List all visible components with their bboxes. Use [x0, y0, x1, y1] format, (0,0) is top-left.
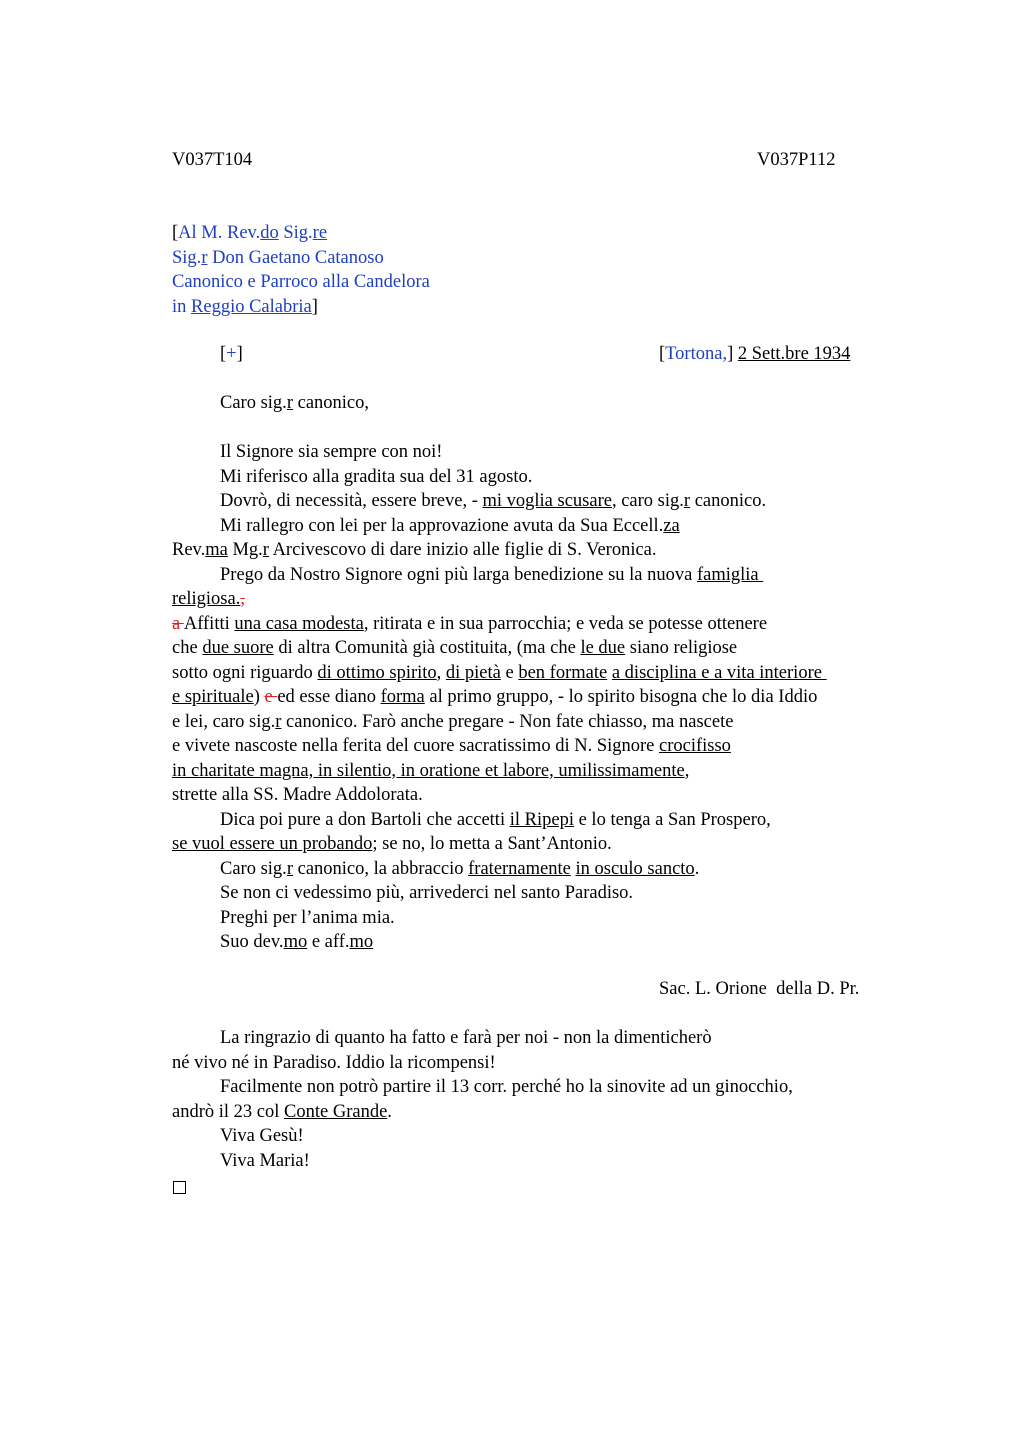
- bracket: ]: [311, 296, 318, 317]
- letter-date: 2 Sett.bre 1934: [737, 344, 851, 364]
- address-block: [172, 221, 430, 319]
- text-line: Viva Gesù!: [220, 1126, 304, 1146]
- bracket: [: [172, 223, 179, 243]
- text-line: La ringrazio di quanto ha fatto e farà per noi - non la dimenticherò: [220, 1028, 712, 1048]
- text-line: Mi rallegro con lei per la approvazione avuta da Sua Eccell.za: [220, 515, 680, 536]
- text-line: sotto ogni riguardo di ottimo spirito, di pietà e ben formate a disciplina e a vita interiore: [172, 662, 827, 683]
- address-title: Sig.: [278, 223, 313, 243]
- recipient-name: Don Gaetano Catanoso: [207, 247, 384, 268]
- text-line: Il Signore sia sempre con noi!: [220, 442, 443, 462]
- text-line: Viva Maria!: [220, 1150, 310, 1171]
- signature: Sac. L. Orione della D. Pr.: [659, 979, 860, 999]
- address-in: in: [172, 296, 192, 317]
- text-line: a Affitti una casa modesta, ritirata e in sua parrocchia; e veda se potesse ottenere: [172, 613, 768, 634]
- text-line: Se non ci vedessimo più, arrivederci nel santo Paradiso.: [220, 883, 634, 903]
- address-title: Al M. Rev.: [178, 223, 261, 243]
- doc-code-left: V037T104: [172, 150, 253, 170]
- recipient-role: Canonico e Parroco alla Candelora: [172, 272, 430, 292]
- text-line: e spirituale) e ed esse diano forma al primo gruppo, - lo spirito bisogna che lo dia Iddio: [172, 687, 818, 707]
- text-line: Prego da Nostro Signore ogni più larga benedizione su la nuova famiglia: [220, 564, 764, 585]
- text-line: Dovrò, di necessità, essere breve, - mi voglia scusare, caro sig.r canonico.: [220, 491, 767, 511]
- place: Tortona,: [665, 344, 728, 364]
- text-line: in charitate magna, in silentio, in oratione et labore, umilissimamente,: [172, 760, 690, 781]
- abbrev-sup: do: [260, 223, 279, 243]
- doc-code-right: V037P112: [757, 150, 836, 170]
- end-box-icon: [173, 1177, 186, 1202]
- address-title: Sig.: [172, 247, 202, 268]
- salutation: Caro sig.r canonico,: [220, 393, 370, 413]
- deleted-text: ,: [240, 589, 245, 609]
- text-line: Facilmente non potrò partire il 13 corr. perché ho la sinovite ad un ginocchio,: [220, 1077, 793, 1097]
- text-line: e lei, caro sig.r canonico. Farò anche pregare - Non fate chiasso, ma nascete: [172, 711, 734, 732]
- text-line: andrò il 23 col Conte Grande.: [172, 1101, 392, 1122]
- text-line: Preghi per l’anima mia.: [220, 907, 395, 928]
- deleted-text: a: [172, 613, 184, 634]
- abbrev-sup: re: [312, 223, 328, 243]
- text-line: religiosa.,: [172, 589, 245, 609]
- deleted-text: e: [264, 687, 278, 707]
- text-line: Dica poi pure a don Bartoli che accetti il Ripepi e lo tenga a San Prospero,: [220, 809, 771, 830]
- abbrev-sup: r: [201, 247, 208, 268]
- text-line: strette alla SS. Madre Addolorata.: [172, 785, 423, 805]
- text-line: Rev.ma Mg.r Arcivescovo di dare inizio alle figlie di S. Veronica.: [172, 540, 657, 560]
- place-date: [Tortona,] 2 Sett.bre 1934: [659, 344, 851, 364]
- text-line: Mi riferisco alla gradita sua del 31 agosto.: [220, 466, 533, 487]
- text-line: se vuol essere un probando; se no, lo metta a Sant’Antonio.: [172, 834, 612, 854]
- text-line: Caro sig.r canonico, la abbraccio fraternamente in osculo sancto.: [220, 858, 700, 879]
- postscript: [172, 1026, 912, 1173]
- cross-mark: [+]: [220, 344, 243, 364]
- text-line: Suo dev.mo e aff.mo: [220, 932, 374, 952]
- text-line: e vivete nascoste nella ferita del cuore sacratissimo di N. Signore crocifisso: [172, 736, 731, 756]
- recipient-city: Reggio Calabria: [191, 296, 312, 317]
- text-line: che due suore di altra Comunità già costituita, (ma che le due siano religiose: [172, 638, 738, 658]
- letter-body: [172, 440, 912, 955]
- text-line: né vivo né in Paradiso. Iddio la ricompensi!: [172, 1052, 496, 1073]
